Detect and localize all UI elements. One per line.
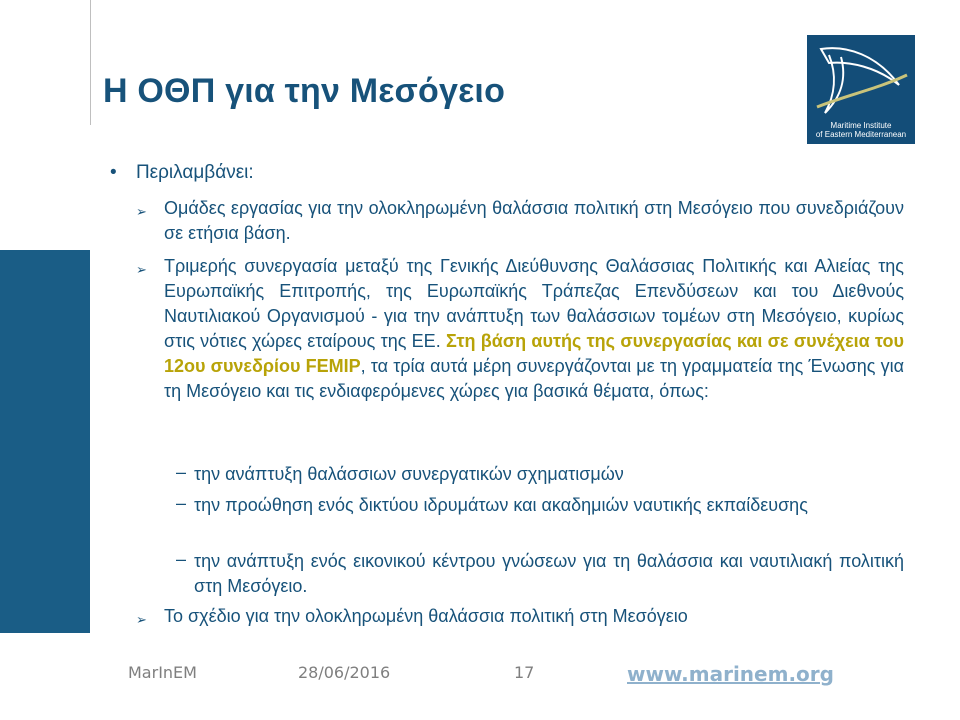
- page-number: 17: [514, 663, 535, 682]
- item2-text-b: , τα τρία αυτά μέρη συνεργάζονται με τη γραμματεία της Ένωσης για τη Μεσόγειο και τις ενδιαφερόμενες χώρες για βασικά θέματα, όπως:: [164, 356, 905, 401]
- sub-item-2: την προώθηση ενός δικτύου ιδρυμάτων και ακαδημιών ναυτικής εκπαίδευσης: [194, 495, 808, 515]
- vertical-rule: [90, 0, 91, 125]
- wave-sail-icon: [807, 35, 915, 120]
- item2-highlight: Στη βάση αυτής της συνεργασίας και σε συνέχεια του 12ου συνεδρίου FEMIP: [164, 331, 904, 376]
- arrow-bullet-icon: ➢: [136, 612, 147, 627]
- arrow-bullet-icon: ➢: [136, 204, 147, 219]
- sub-item-1: την ανάπτυξη θαλάσσιων συνεργατικών σχηματισμών: [194, 464, 624, 484]
- dash-bullet-icon: –: [176, 493, 187, 513]
- dash-bullet-icon: –: [176, 462, 187, 482]
- list-item-1: Ομάδες εργασίας για την ολοκληρωμένη θαλάσσια πολιτική στη Μεσόγειο που συνεδριάζουν σε ετήσια βάση.: [164, 198, 904, 243]
- logo-line1: Maritime Institute: [830, 121, 892, 130]
- website-link[interactable]: www.marinem.org: [627, 662, 834, 686]
- list-item-3: Το σχέδιο για την ολοκληρωμένη θαλάσσια πολιτική στη Μεσόγειο: [164, 606, 688, 626]
- logo-line2: of Eastern Mediterranean: [815, 130, 907, 139]
- bullet-label: Περιλαμβάνει:: [135, 162, 254, 183]
- footer-org: MarInEM: [128, 663, 197, 682]
- sub-item-3: την ανάπτυξη ενός εικονικού κέντρου γνώσεων για τη θαλάσσια και ναυτιλιακή πολιτική στη Μεσόγειο.: [194, 551, 904, 596]
- list-item-2: [164, 254, 904, 404]
- maritime-institute-logo: [807, 35, 915, 144]
- left-accent-bar: [0, 250, 90, 633]
- dash-bullet-icon: –: [176, 549, 187, 569]
- footer-date: 28/06/2016: [298, 663, 391, 682]
- slide-title: Η ΟΘΠ για την Μεσόγειο: [103, 72, 506, 110]
- bullet-row: [110, 160, 254, 186]
- item2-text-a: Τριμερής συνεργασία μεταξύ της Γενικής Διεύθυνσης Θαλάσσιας Πολιτικής και Αλιείας της Ευρωπαϊκής Επιτροπής, της Ευρωπαϊκής Τράπεζας Επενδύσεων και του Διεθνούς Ναυτιλιακού Οργανισμού - για την ανάπτυξη των θαλάσσιων τομέων στη Μεσόγειο, κυρίως στις νότιες χώρες εταίρους της ΕΕ.: [164, 256, 904, 351]
- arrow-bullet-icon: ➢: [136, 262, 147, 277]
- bullet-dot: •: [110, 162, 117, 183]
